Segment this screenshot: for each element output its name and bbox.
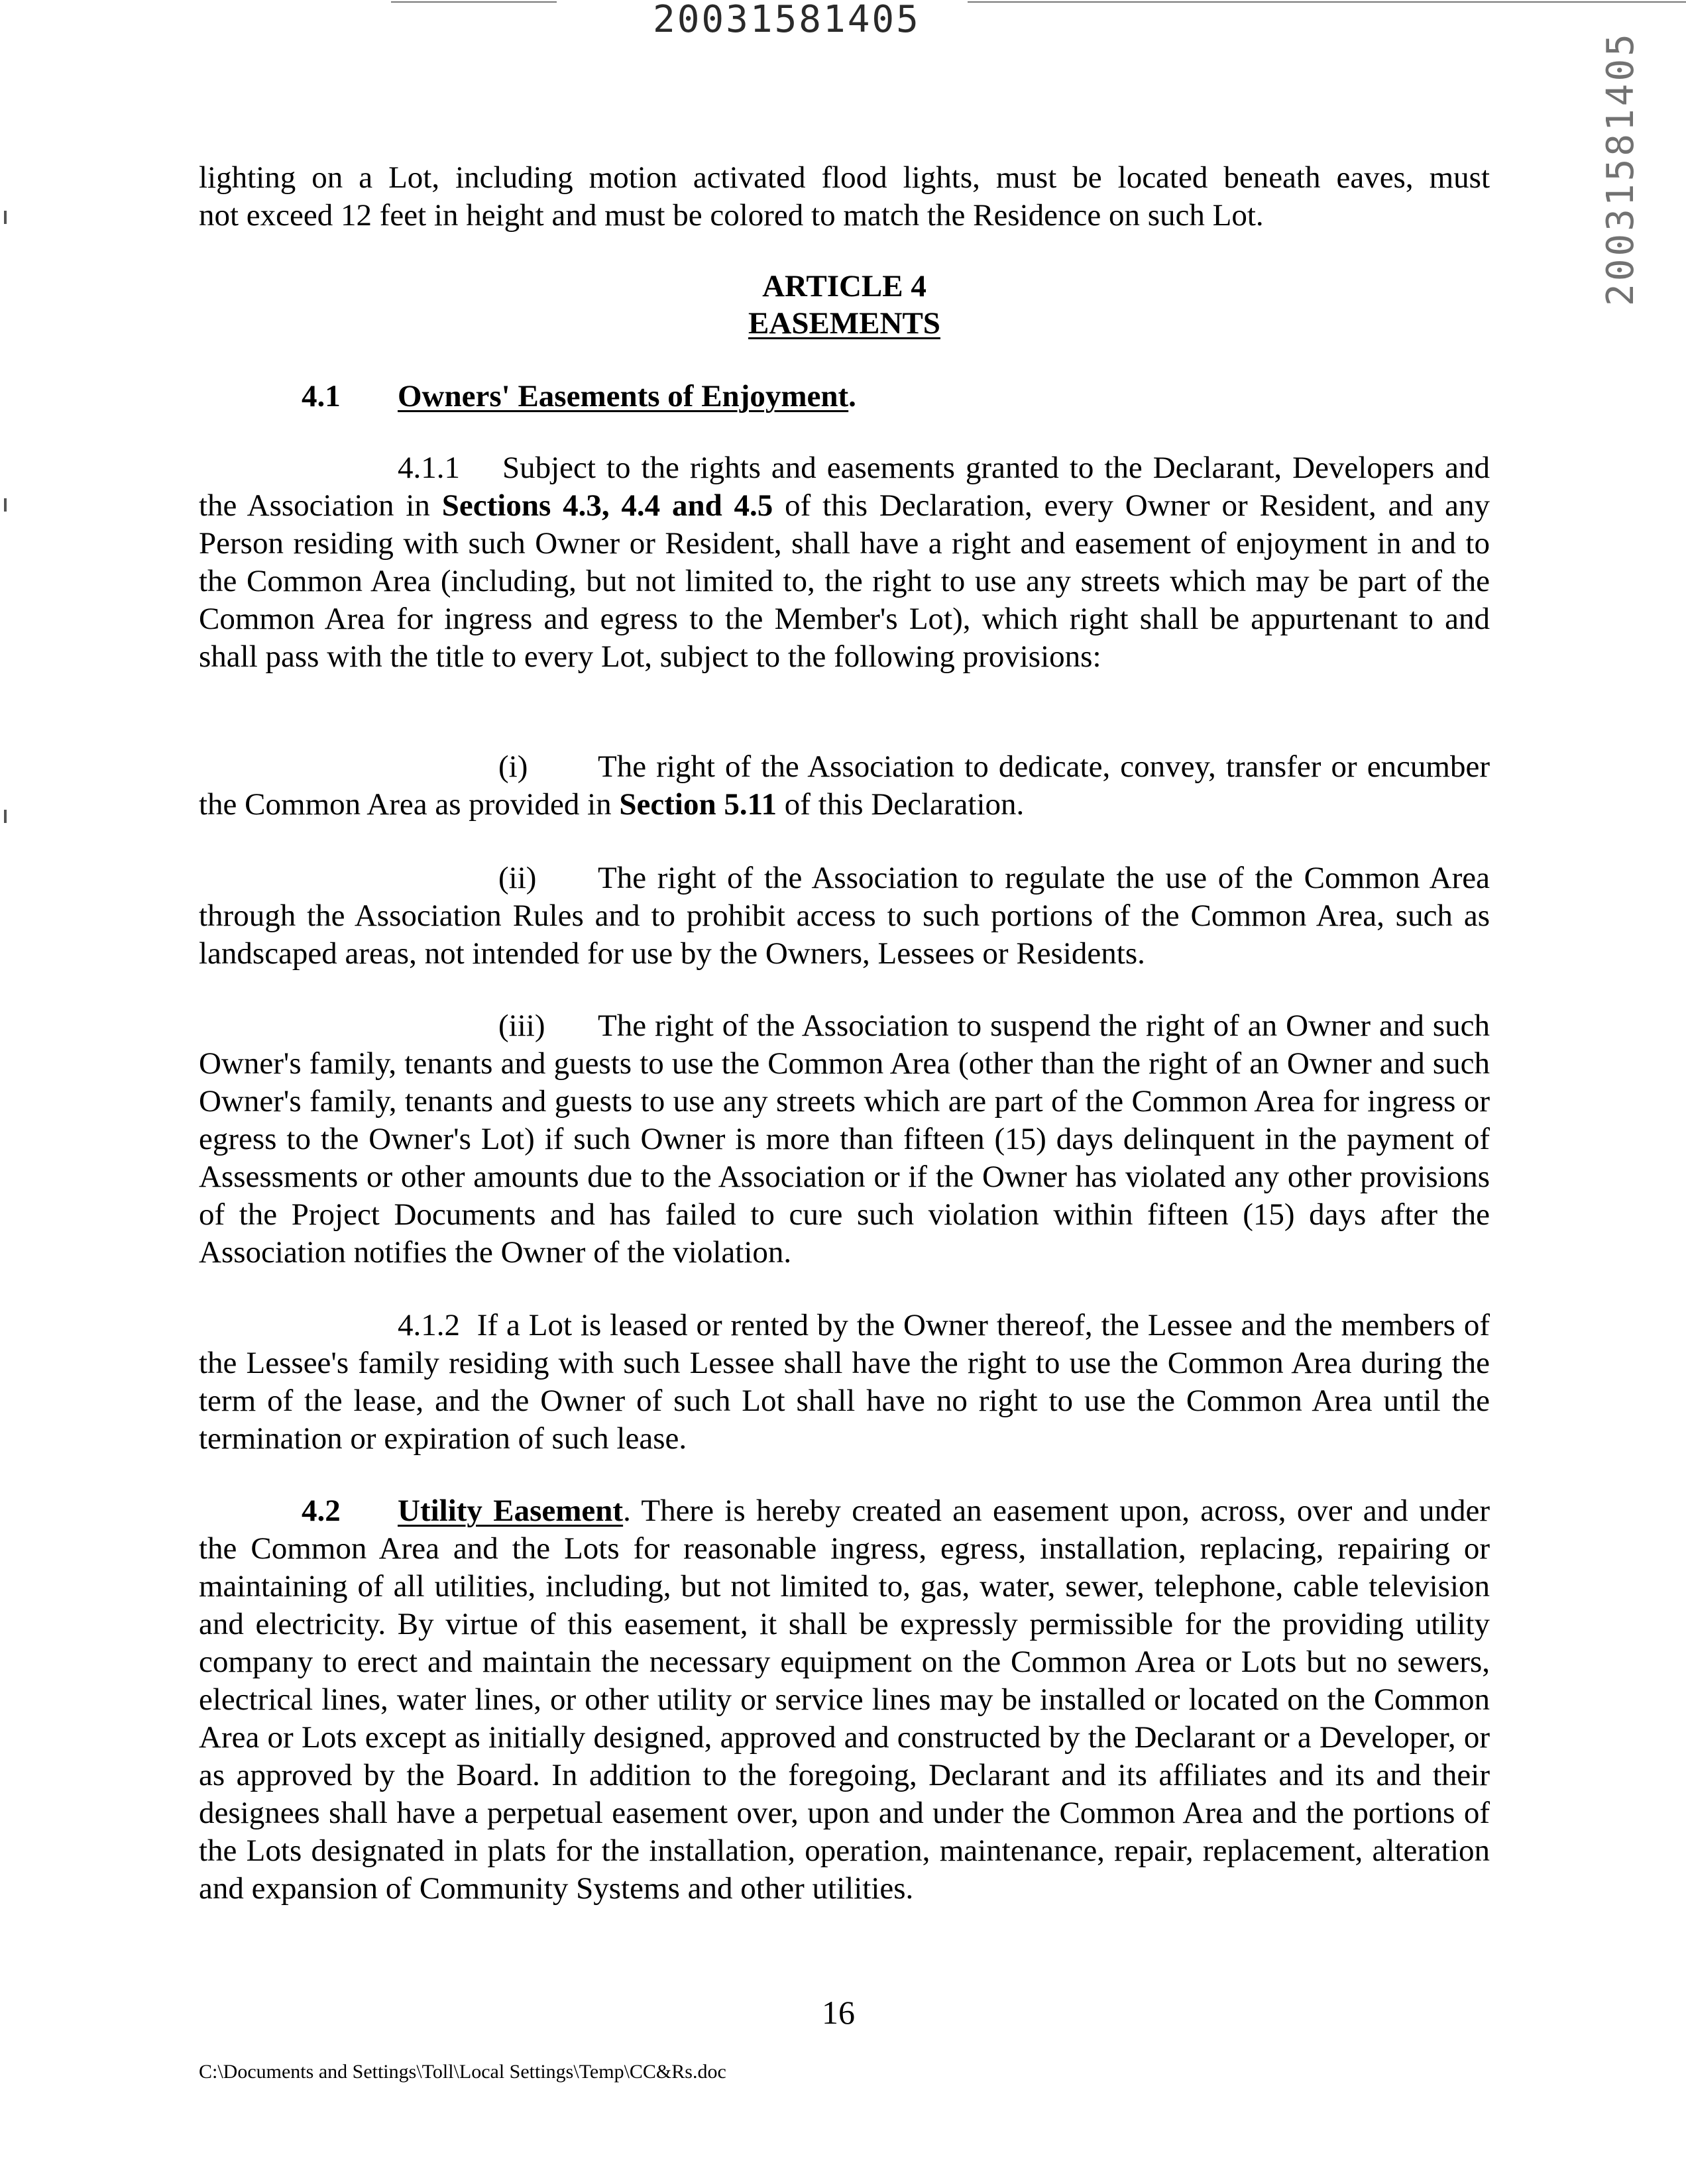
top-rule-right bbox=[968, 1, 1686, 3]
section-4-1-title: Owners' Easements of Enjoyment bbox=[398, 379, 849, 413]
provision-marker: (ii) bbox=[498, 861, 537, 895]
page-number: 16 bbox=[822, 1994, 855, 2031]
section-4-1-number: 4.1 bbox=[302, 379, 341, 413]
paragraph-number: 4.1.2 bbox=[398, 1308, 460, 1342]
provision-marker: (iii) bbox=[498, 1009, 545, 1043]
intro-line-1: lighting on a Lot, including motion activated flood lights, must be located beneath eaves, must bbox=[199, 160, 1490, 195]
paragraph-text: Subject to the rights and easements granted to the Declarant, Developers and the Association in bbox=[199, 451, 1490, 523]
paragraph-4-1-2 bbox=[199, 1307, 1490, 1458]
margin-mark bbox=[4, 498, 7, 512]
provision-text: of this Declaration. bbox=[784, 787, 1025, 822]
provision-ii bbox=[199, 859, 1490, 973]
margin-mark bbox=[4, 810, 7, 823]
paragraph-4-1-1 bbox=[199, 449, 1490, 676]
provision-text: The right of the Association to regulate the use of the Common Area through the Association Rules and to prohibit access to such portions of the Common Area, such as landscaped areas, not intended for use by the Owners, Lessees or Residents. bbox=[199, 861, 1490, 971]
section-4-2 bbox=[199, 1492, 1490, 1908]
intro-line-2: not exceed 12 feet in height and must be colored to match the Residence on such Lot. bbox=[199, 198, 1264, 233]
article-title-text: EASEMENTS bbox=[748, 306, 940, 341]
section-4-2-text: . There is hereby created an easement upon, across, over and under the Common Area and the Lots for reasonable ingress, egress, installation, replacing, repairing or maintaining of all utilities, including, but not limited to, gas, water, sewer, telephone, cable television and electricity. By virtue of this easement, it shall be expressly permissible for the providing utility company to erect and maintain the necessary equipment on the Common Area or Lots but no sewers, electrical lines, water lines, or other utility or service lines may be installed or located on the Common Area or Lots except as initially designed, approved and constructed by the Declarant or a Developer, or as approved by the Board. In addition to the foregoing, Declarant and its affiliates and its and their designees shall have a perpetual easement over, upon and under the Common Area and the portions of the Lots designated in plats for the installation, operation, maintenance, repair, replacement, alteration and expansion of Community Systems and other utilities. bbox=[199, 1494, 1490, 1906]
paragraph-text: of this Declaration, every Owner or Resident, and any Person residing with such Owner or Resident, shall have a right and easement of enjoyment in and to the Common Area (including, but not limited to, the right to use any streets which may be part of the Common Area for ingress and egress to the Member's Lot), which right shall be appurtenant to and shall pass with the title to every Lot, subject to the following provisions: bbox=[199, 488, 1490, 674]
top-rule-left bbox=[391, 1, 557, 3]
paragraph-text: If a Lot is leased or rented by the Owner thereof, the Lessee and the members of the Lessee's family residing with such Lessee shall have the right to use the Common Area during the term of the lease, and the Owner of such Lot shall have no right to use the Common Area until the termination or expiration of such lease. bbox=[199, 1308, 1490, 1456]
paragraph-number: 4.1.1 bbox=[398, 451, 460, 485]
section-reference: Sections 4.3, 4.4 and 4.5 bbox=[441, 488, 773, 523]
article-number: ARTICLE 4 bbox=[762, 269, 927, 303]
intro-paragraph bbox=[199, 159, 1490, 235]
section-4-1-heading bbox=[398, 378, 856, 415]
file-path: C:\Documents and Settings\Toll\Local Settings\Temp\CC&Rs.doc bbox=[199, 2061, 726, 2083]
side-recording-stamp: 20031581405 bbox=[1599, 31, 1642, 306]
section-4-2-title: Utility Easement bbox=[398, 1494, 624, 1528]
provision-i bbox=[199, 748, 1490, 824]
provision-text: The right of the Association to suspend the right of an Owner and such Owner's family, tenants and guests to use the Common Area (other than the right of an Owner and such Owner's family, tenants and guests to use any streets which are part of the Common Area for ingress or egress to the Owner's Lot) if such Owner is more than fifteen (15) days delinquent in the payment of Assessments or other amounts due to the Association or if the Owner has violated any other provisions of the Project Documents and has failed to cure such violation within fifteen (15) days after the Association notifies the Owner of the violation. bbox=[199, 1009, 1490, 1270]
provision-marker: (i) bbox=[498, 749, 528, 784]
article-title bbox=[199, 305, 1490, 343]
section-4-1-period: . bbox=[848, 379, 856, 413]
section-reference: Section 5.11 bbox=[619, 787, 777, 822]
provision-text: The right of the Association to dedicate, convey, transfer or encumber the Common Area as provided in bbox=[199, 749, 1490, 822]
provision-iii bbox=[199, 1007, 1490, 1272]
margin-mark bbox=[4, 211, 7, 224]
section-4-2-number: 4.2 bbox=[302, 1494, 341, 1528]
document-number: 20031581405 bbox=[653, 0, 921, 41]
